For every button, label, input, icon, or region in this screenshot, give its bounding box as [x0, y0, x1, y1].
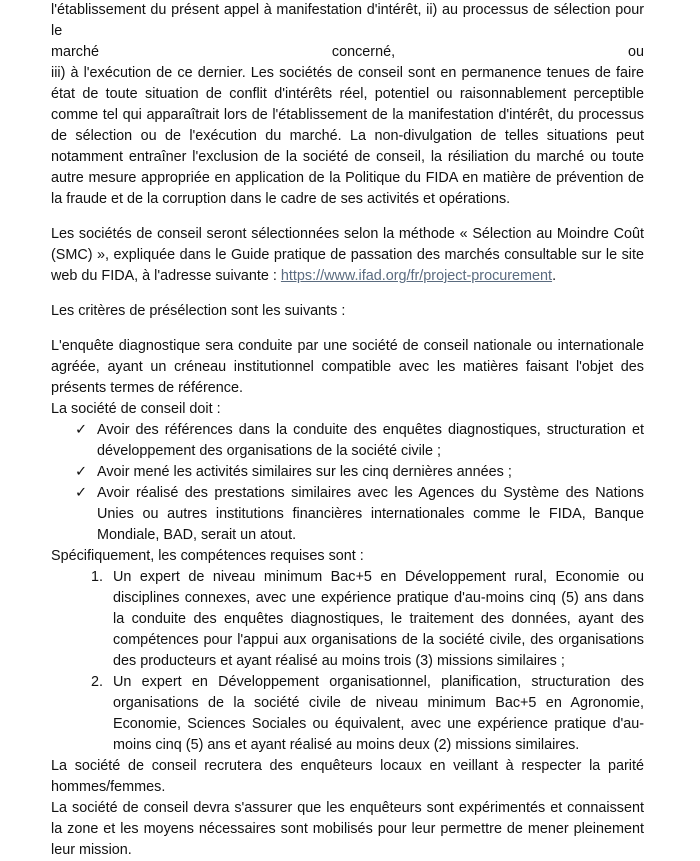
requirements-list	[51, 420, 644, 546]
requirement-text: Avoir des références dans la conduite des enquêtes diagnostiques, structuration et développement des organisations de la société civile ;	[97, 422, 644, 459]
criteria-heading: Les critères de présélection sont les suivants :	[51, 303, 346, 319]
closing-paragraph-2: La société de conseil devra s'assurer que les enquêteurs sont expérimentés et connaissent la zone et les moyens nécessaires sont mobilisés pour leur permettre de mener pleinement leur mission.	[51, 800, 644, 858]
requirement-text: Avoir mené les activités similaires sur les cinq dernières années ;	[97, 464, 512, 480]
requirement-item	[75, 420, 644, 462]
skill-number: 1.	[91, 569, 104, 585]
intro-paragraph	[51, 0, 644, 210]
procurement-link[interactable]: https://www.ifad.org/fr/project-procurement	[280, 268, 553, 284]
requirement-text: Avoir réalisé des prestations similaires avec les Agences du Système des Nations Unies ou autres institutions financières internationales comme le FIDA, Banque Mondiale, BAD, serait un atout.	[97, 485, 644, 543]
intro-word-concerne: concerné,	[331, 44, 396, 60]
intro-line-1: l'établissement du présent appel à manifestation d'intérêt, ii) au processus de sélection pour le	[51, 2, 644, 39]
checkmark-icon: ✓	[75, 464, 88, 480]
must-heading: La société de conseil doit :	[51, 401, 221, 417]
intro-line-2	[51, 42, 644, 63]
skill-text: Un expert en Développement organisationnel, planification, structuration des organisations de la société civile de niveau minimum Bac+5 en Agronomie, Economie, Sciences Sociales ou équivalent, avec une expérience pratique d'au-moins cinq (5) ans et ayant réalisé au moins deux (2) missions similaires.	[113, 674, 644, 753]
checkmark-icon: ✓	[75, 422, 88, 438]
requirement-item	[75, 462, 644, 483]
intro-body: iii) à l'exécution de ce dernier. Les sociétés de conseil sont en permanence tenues de faire état de toute situation de conflit d'intérêts réel, potentiel ou raisonnablement perceptible comme tel qui apparaîtrait lors de l'établissement de la manifestation d'intérêt, du processus de sélection ou de l'exécution du marché. La non-divulgation de telles situations peut notamment entraîner l'exclusion de la société de conseil, la résiliation du marché ou toute autre mesure appropriée en application de la Politique du FIDA en matière de prévention de la fraude et de la corruption dans le cadre de ses activités et opérations.	[51, 65, 644, 207]
survey-paragraph: L'enquête diagnostique sera conduite par une société de conseil nationale ou internationale agréée, ayant un créneau institutionnel compatible avec les matières faisant l'objet des présents termes de référence.	[51, 338, 644, 396]
closing-paragraph-1: La société de conseil recrutera des enquêteurs locaux en veillant à respecter la parité hommes/femmes.	[51, 758, 644, 795]
skill-number: 2.	[91, 674, 104, 690]
skills-list	[51, 567, 644, 756]
checkmark-icon: ✓	[75, 485, 88, 501]
selection-paragraph	[51, 224, 644, 287]
document-page	[51, 0, 644, 861]
selection-text: Les sociétés de conseil seront sélectionnées selon la méthode « Sélection au Moindre Coût (SMC) », expliquée dans le Guide pratique de passation des marchés consultable sur le site web du FIDA, à l'adresse suivante :	[51, 226, 644, 284]
intro-word-marche: marché	[51, 44, 99, 60]
requirement-item	[75, 483, 644, 546]
skill-item	[91, 672, 644, 756]
skills-heading: Spécifiquement, les compétences requises sont :	[51, 548, 364, 564]
selection-end: .	[552, 268, 557, 284]
intro-word-ou: ou	[627, 44, 644, 60]
skill-item	[91, 567, 644, 672]
skill-text: Un expert de niveau minimum Bac+5 en Développement rural, Economie ou disciplines connexes, avec une expérience pratique d'au-moins cinq (5) ans dans la conduite des enquêtes diagnostiques, le traitement des données, ayant des compétences pour l'appui aux organisations de la société civile, des organisations des producteurs et ayant réalisé au moins trois (3) missions similaires ;	[113, 569, 644, 669]
